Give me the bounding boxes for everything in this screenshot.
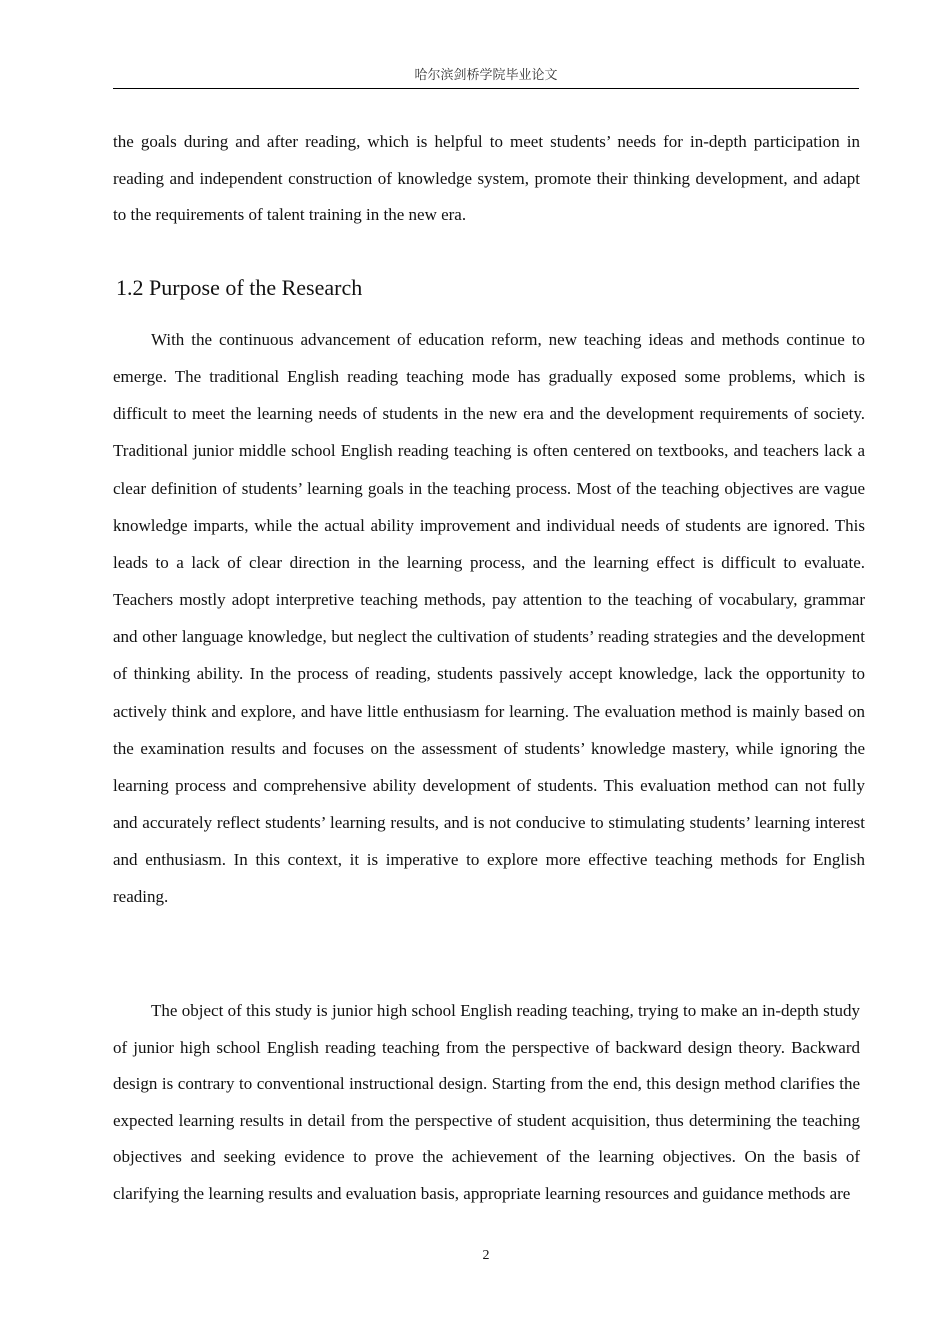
page-header: 哈尔滨剑桥学院毕业论文 [414, 67, 558, 82]
section-heading: 1.2 Purpose of the Research [116, 275, 363, 300]
body-paragraph-2: With the continuous advancement of education reform, new teaching ideas and methods continue to emerge. The traditional English reading teaching mode has gradually exposed some problems, which is difficult to meet the learning needs of students in the new era and the development requirements of society. Traditional junior middle school English reading teaching is often centered on textbooks, and teachers lack a clear definition of students’ learning goals in the teaching process. Most of the teaching objectives are vague knowledge imparts, while the actual ability improvement and individual needs of students are ignored. This leads to a lack of clear direction in the learning process, and the learning effect is difficult to evaluate. Teachers mostly adopt interpretive teaching methods, pay attention to the teaching of vocabulary, grammar and other language knowledge, but neglect the cultivation of students’ reading strategies and the development of thinking ability. In the process of reading, students passively accept knowledge, lack the opportunity to actively think and explore, and have little enthusiasm for learning. The evaluation method is mainly based on the examination results and focuses on the assessment of students’ knowledge mastery, while ignoring the learning process and comprehensive ability development of students. This evaluation method can not fully and accurately reflect students’ learning results, and is not conducive to stimulating students’ learning interest and enthusiasm. In this context, it is imperative to explore more effective teaching methods for English reading. [113, 330, 865, 907]
body-paragraph-3: The object of this study is junior high school English reading teaching, trying to make an in-depth study of junior high school English reading teaching from the perspective of backward design theory. Backward design is contrary to conventional instructional design. Starting from the end, this design method clarifies the expected learning results in detail from the perspective of student acquisition, thus determining the teaching objectives and seeking evidence to prove the achievement of the learning objectives. On the basis of clarifying the learning results and evaluation basis, appropriate learning resources and guidance methods are [113, 1001, 860, 1203]
header-rule [113, 88, 859, 89]
page-number: 2 [482, 1248, 490, 1263]
body-paragraph-1: the goals during and after reading, which is helpful to meet students’ needs for in-depth participation in reading and independent construction of knowledge system, promote their thinking development, and adapt to the requirements of talent training in the new era. [113, 132, 860, 224]
